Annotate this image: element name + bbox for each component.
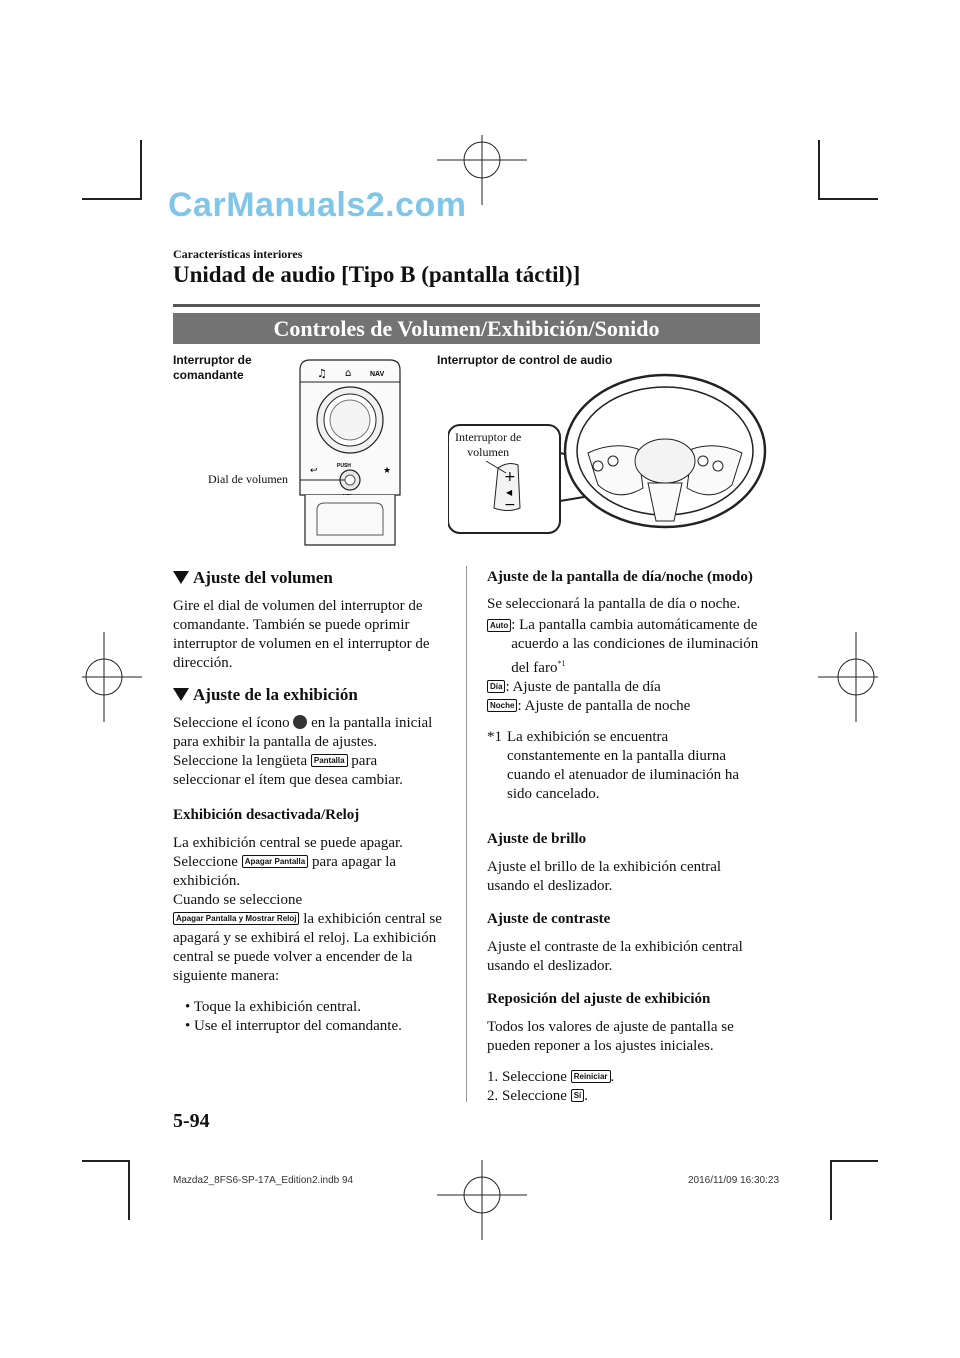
settings-gear-icon (293, 715, 307, 729)
subheading: Ajuste de la pantalla de día/noche (modo) (487, 569, 753, 585)
mute-icon: ◀ (506, 488, 513, 497)
right-column (487, 568, 762, 1106)
title-rule (173, 304, 760, 307)
page-title: Unidad de audio [Tipo B (pantalla táctil)] (173, 262, 581, 287)
paragraph: La exhibición central se puede apagar. Seleccione Apagar Pantalla para apagar la exhibición. Cuando se seleccione Apagar Pantalla y Mostrar Reloj la exhibición central se apagará y se exhibirá el reloj. La exhibición central se puede volver a encender de la siguiente manera: (173, 835, 442, 984)
option-auto: Auto : La pantalla cambia automáticamente de acuerdo a las condiciones de iluminación del faro$^{*1}$ (487, 616, 762, 678)
crop-mark (82, 1160, 130, 1162)
bullet-item: • Toque la exhibición central. (185, 999, 361, 1015)
label-volume-dial: Dial de volumen (208, 472, 288, 486)
favorite-icon: ★ (383, 466, 392, 476)
auto-button: Auto (487, 619, 511, 632)
footer-date: 2016/11/09 16:30:23 (688, 1175, 780, 1186)
page-number: 5-94 (173, 1110, 210, 1132)
subheading: Exhibición desactivada/Reloj (173, 807, 360, 823)
back-icon: ↩ (310, 466, 318, 476)
music-icon: ♫ (317, 367, 327, 380)
step-item: 2. Seleccione Sí . (487, 1088, 589, 1104)
crop-mark (818, 140, 820, 200)
watermark: CarManuals2.com (168, 186, 467, 224)
label-volume-switch: Interruptor de volumen (455, 430, 522, 459)
column-divider (466, 566, 467, 1102)
crop-mark (830, 1160, 878, 1162)
dial-pointer-line (300, 470, 360, 490)
apagar-pantalla-reloj-button: Apagar Pantalla y Mostrar Reloj (173, 912, 299, 925)
paragraph: Todos los valores de ajuste de pantalla se pueden reponer a los ajustes iniciales. (487, 1019, 734, 1054)
option-noche: Noche : Ajuste de pantalla de noche (487, 697, 762, 716)
section-heading: Ajuste de la exhibición (173, 685, 445, 704)
crop-mark (140, 140, 142, 200)
volume-down-icon: − (504, 497, 516, 513)
section-banner: Controles de Volumen/Exhibición/Sonido (173, 313, 760, 344)
home-icon: ⌂ (345, 368, 352, 379)
section-heading: Ajuste del volumen (173, 568, 445, 587)
commander-switch-illustration (295, 355, 405, 550)
pantalla-tab-button: Pantalla (311, 754, 348, 767)
dia-button: Día (487, 680, 505, 693)
registration-mark-icon (818, 632, 878, 722)
footnote: *1 La exhibición se encuentra constantemente en la pantalla diurna cuando el atenuador de iluminación ha sido cancelado. (487, 729, 739, 802)
footer-file: Mazda2_8FS6-SP-17A_Edition2.indb 94 (173, 1175, 354, 1186)
triangle-icon (173, 688, 189, 701)
paragraph: Gire el dial de volumen del interruptor de comandante. También se puede oprimir interruptor de volumen en el interruptor de dirección. (173, 598, 430, 671)
noche-button: Noche (487, 699, 517, 712)
paragraph: Ajuste el contraste de la exhibición central usando el deslizador. (487, 939, 743, 974)
subheading: Ajuste de brillo (487, 831, 587, 847)
apagar-pantalla-button: Apagar Pantalla (242, 855, 308, 868)
crop-mark (128, 1160, 130, 1220)
step-item: 1. Seleccione Reiniciar . (487, 1069, 615, 1085)
left-column (173, 568, 445, 1036)
option-dia: Día : Ajuste de pantalla de día (487, 678, 762, 697)
registration-mark-icon (82, 632, 142, 722)
subheading: Reposición del ajuste de exhibición (487, 991, 711, 1007)
paragraph: Ajuste el brillo de la exhibición central usando el deslizador. (487, 859, 722, 894)
paragraph: Se seleccionará la pantalla de día o noche. (487, 596, 741, 612)
volume-up-icon: + (504, 469, 516, 485)
crop-mark (818, 198, 878, 200)
crop-mark (82, 198, 142, 200)
nav-label: NAV (370, 371, 385, 378)
si-button: Sí (571, 1089, 585, 1102)
triangle-icon (173, 571, 189, 584)
reiniciar-button: Reiniciar (571, 1070, 611, 1083)
subheading: Ajuste de contraste (487, 911, 611, 927)
label-audio-control: Interruptor de control de audio (437, 353, 613, 367)
svg-text:PUSH: PUSH (337, 463, 351, 469)
paragraph: Seleccione el ícono en la pantalla inicial para exhibir la pantalla de ajustes. Seleccione la lengüeta Pantalla para seleccionar el ítem que desea cambiar. (173, 715, 433, 788)
crop-mark (830, 1160, 832, 1220)
section-label: Características interiores (173, 247, 303, 261)
label-commander: Interruptor de comandante (173, 353, 252, 382)
bullet-item: • Use el interruptor del comandante. (185, 1018, 402, 1034)
registration-mark-icon (437, 1150, 527, 1240)
